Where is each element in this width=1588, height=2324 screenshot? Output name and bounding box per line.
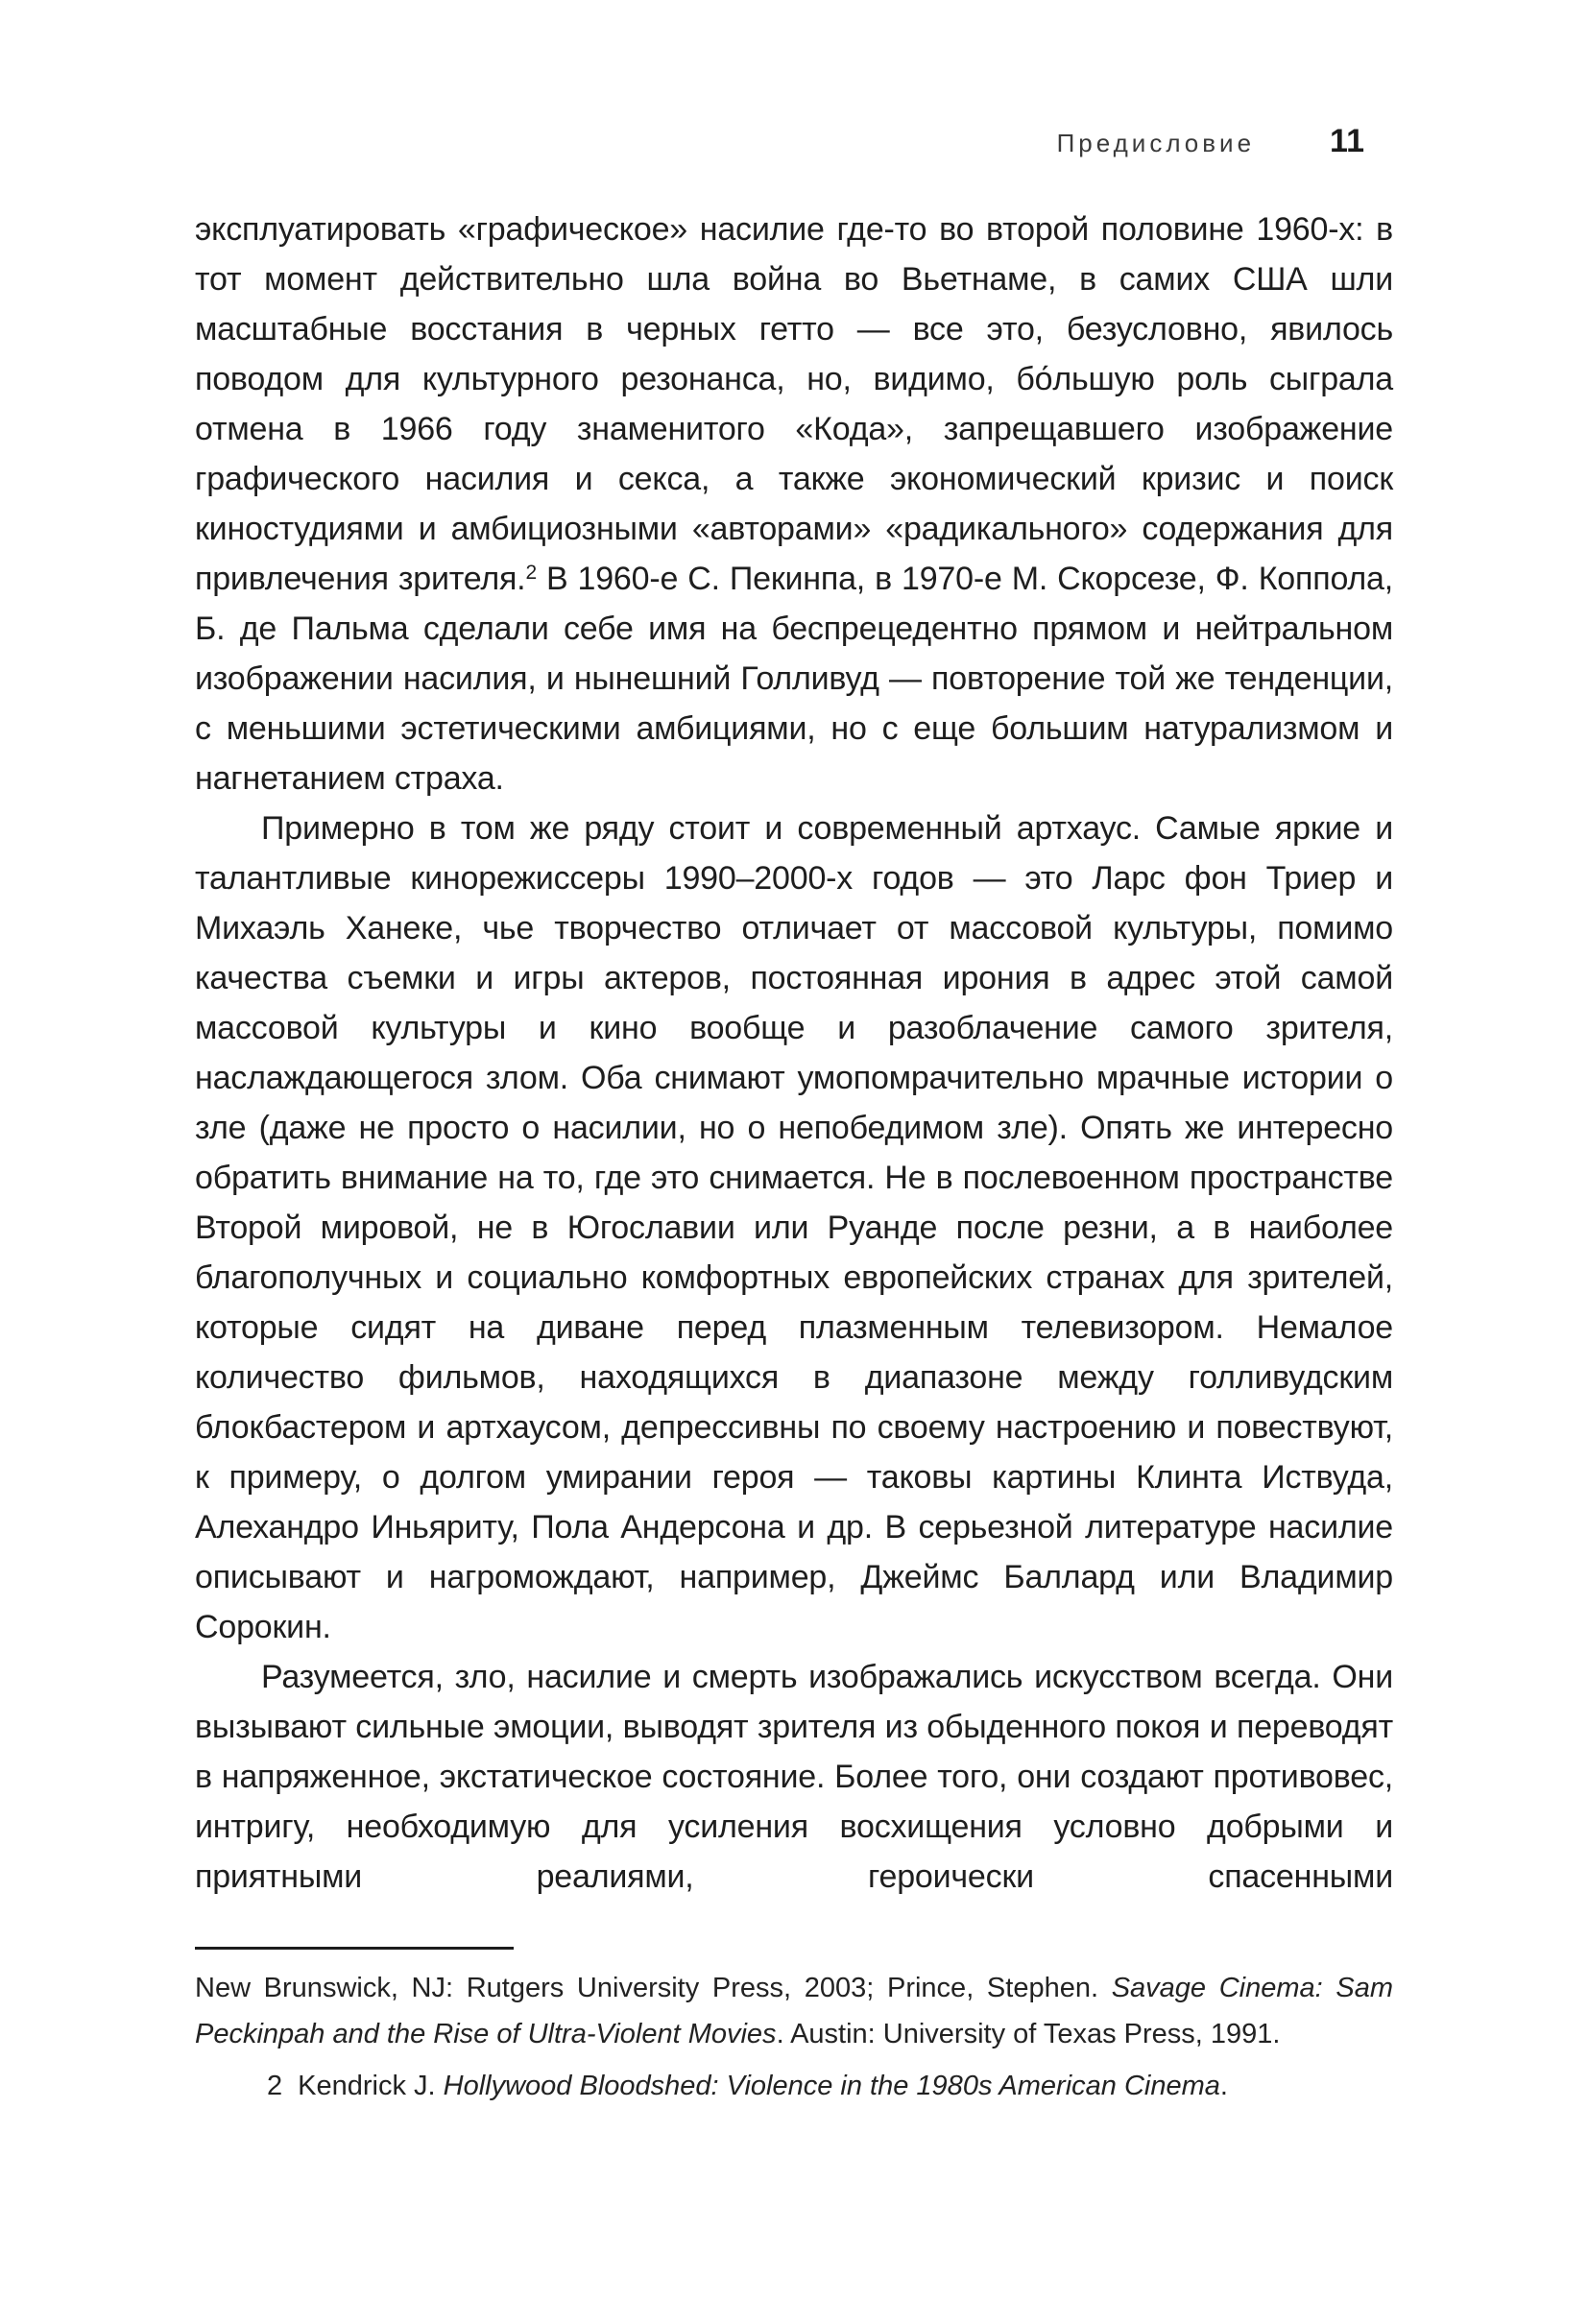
paragraph-1-text: эксплуатировать «графическое» насилие где-то во второй половине 1960-х: в тот момент действительно шла война во Вьетнаме, в самих США шли масштабные восстания в черных гетто — все это, безусловно, явилось поводом для культурного резонанса, но, видимо, бо́льшую роль сыграла отмена в 1966 году знаменитого «Кода», запрещавшего изображение графического насилия и секса, а также экономический кризис и поиск киностудиями и амбициозными «авторами» «радикального» содержания для привлечения зрителя. [195,211,1393,597]
footnote-1-text-end: . Austin: University of Texas Press, 1991. [776,2019,1281,2049]
footnote-2-text: Kendrick J. [298,2071,444,2101]
footnote-ref-2: 2 [525,562,537,584]
footnote-1-book-title: Savage Cinema: Sam Peckinpah and the Rise of Ultra-Violent Movies [195,1973,1393,2049]
paragraph-1 [195,204,1393,803]
page-number: 11 [1330,123,1364,159]
footnote-divider [195,1947,514,1950]
footnote-2-book-title: Hollywood Bloodshed: Violence in the 1980s American Cinema [443,2071,1220,2101]
running-title: Предисловие [1056,129,1256,157]
page-header [195,123,1393,160]
body-text [195,204,1393,1902]
paragraph-1-continuation: В 1960-е С. Пекинпа, в 1970-е М. Скорсезе, Ф. Коппола, Б. де Пальма сделали себе имя на беспрецедентно прямом и нейтральном изображении насилия, и нынешний Голливуд — повторение той же тенденции, с меньшими эстетическими амбициями, но с еще большим натурализмом и нагнетанием страха. [195,561,1393,797]
footnotes-section [195,1947,1393,2109]
footnote-2 [195,2063,1393,2109]
footnote-2-text-end: . [1219,2071,1228,2101]
paragraph-2: Примерно в том же ряду стоит и современный артхаус. Самые яркие и талантливые кинорежиссеры 1990–2000-х годов — это Ларс фон Триер и Михаэль Ханеке, чье творчество отличает от массовой культуры, помимо качества съемки и игры актеров, постоянная ирония в адрес этой самой массовой культуры и кино вообще и разоблачение самого зрителя, наслаждающегося злом. Оба снимают умопомрачительно мрачные истории о зле (даже не просто о насилии, но о непобедимом зле). Опять же интересно обратить внимание на то, где это снимается. Не в послевоенном пространстве Второй мировой, не в Югославии или Руанде после резни, а в наиболее благополучных и социально комфортных европейских странах для зрителей, которые сидят на диване перед плазменным телевизором. Немалое количество фильмов, находящихся в диапазоне между голливудским блокбастером и артхаусом, депрессивны по своему настроению и повествуют, к примеру, о долгом умирании героя — таковы картины Клинта Иствуда, Алехандро Иньяриту, Пола Андерсона и др. В серьезной литературе насилие описывают и нагромождают, например, Джеймс Баллард или Владимир Сорокин. [195,810,1393,1645]
footnote-2-number: 2 [267,2071,283,2101]
footnote-1-text: New Brunswick, NJ: Rutgers University Press, 2003; Prince, Stephen. [195,1973,1112,2003]
paragraph-3: Разумеется, зло, насилие и смерть изображались искусством всегда. Они вызывают сильные эмоции, выводят зрителя из обыденного покоя и переводят в напряженное, экстатическое состояние. Более того, они создают противовес, интригу, необходимую для усиления восхищения условно добрыми и приятными реалиями, героически спасенными [195,1659,1393,1895]
footnote-1-continuation [195,1965,1393,2057]
